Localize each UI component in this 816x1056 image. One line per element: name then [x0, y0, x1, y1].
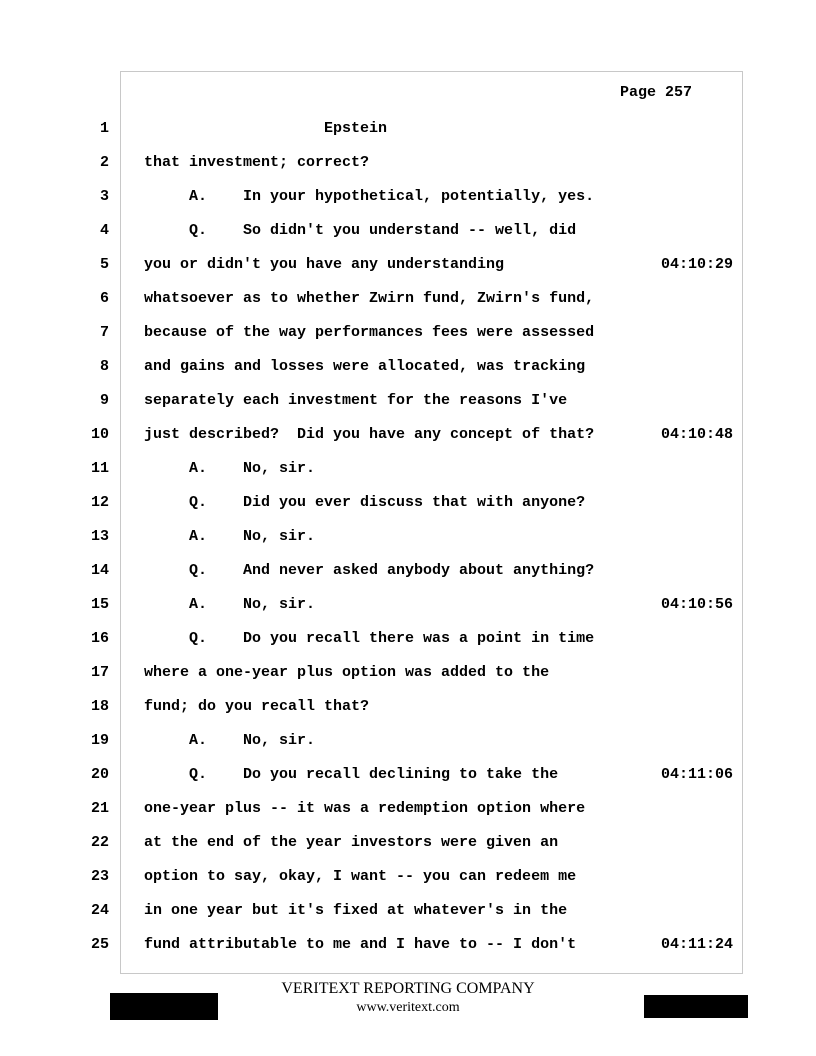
timestamp: 04:11:06 [661, 766, 734, 783]
line-number: 5 [99, 256, 109, 273]
line-text: that investment; correct? [144, 154, 370, 171]
line-text: A. No, sir. [144, 732, 316, 749]
line-text: Q. Did you ever discuss that with anyone? [144, 494, 586, 511]
line-number: 22 [90, 834, 109, 851]
line-number: 6 [99, 290, 109, 307]
transcript-line [0, 834, 816, 854]
line-number: 15 [90, 596, 109, 613]
transcript-line [0, 120, 816, 140]
line-number: 11 [90, 460, 109, 477]
line-number: 16 [90, 630, 109, 647]
line-text: and gains and losses were allocated, was tracking [144, 358, 586, 375]
line-text: where a one-year plus option was added to the [144, 664, 550, 681]
line-number: 14 [90, 562, 109, 579]
transcript-line [0, 290, 816, 310]
transcript-line [0, 800, 816, 820]
transcript-line [0, 664, 816, 684]
timestamp: 04:10:56 [661, 596, 734, 613]
footer-company: VERITEXT REPORTING COMPANY [281, 980, 535, 997]
transcript-line [0, 494, 816, 514]
line-text: just described? Did you have any concept of that? [144, 426, 595, 443]
line-text: A. No, sir. [144, 460, 316, 477]
line-number: 8 [99, 358, 109, 375]
line-number: 18 [90, 698, 109, 715]
transcript-line [0, 426, 816, 446]
line-number: 1 [99, 120, 109, 137]
line-number: 25 [90, 936, 109, 953]
transcript-line [0, 256, 816, 276]
timestamp: 04:11:24 [661, 936, 734, 953]
line-text: Q. Do you recall there was a point in time [144, 630, 595, 647]
line-number: 17 [90, 664, 109, 681]
line-text: Q. So didn't you understand -- well, did [144, 222, 577, 239]
line-number: 9 [99, 392, 109, 409]
transcript-line [0, 732, 816, 752]
footer-url: www.veritext.com [356, 1000, 460, 1015]
line-text: in one year but it's fixed at whatever's in the [144, 902, 568, 919]
transcript-line [0, 596, 816, 616]
line-text: A. No, sir. [144, 528, 316, 545]
transcript-line [0, 460, 816, 480]
line-number: 10 [90, 426, 109, 443]
line-text: fund; do you recall that? [144, 698, 370, 715]
transcript-line [0, 902, 816, 922]
line-text: A. In your hypothetical, potentially, yes. [144, 188, 595, 205]
line-text: Q. Do you recall declining to take the [144, 766, 559, 783]
timestamp: 04:10:29 [661, 256, 734, 273]
line-number: 3 [99, 188, 109, 205]
line-text: separately each investment for the reasons I've [144, 392, 568, 409]
line-number: 24 [90, 902, 109, 919]
transcript-line [0, 188, 816, 208]
transcript-line [0, 392, 816, 412]
line-number: 4 [99, 222, 109, 239]
transcript-line [0, 154, 816, 174]
transcript-line [0, 868, 816, 888]
line-text: whatsoever as to whether Zwirn fund, Zwirn's fund, [144, 290, 595, 307]
line-text: Q. And never asked anybody about anything? [144, 562, 595, 579]
line-text: option to say, okay, I want -- you can redeem me [144, 868, 577, 885]
line-text: because of the way performances fees were assessed [144, 324, 595, 341]
transcript-line [0, 766, 816, 786]
transcript-line [0, 358, 816, 378]
line-number: 20 [90, 766, 109, 783]
transcript-line [0, 630, 816, 650]
line-number: 13 [90, 528, 109, 545]
timestamp: 04:10:48 [661, 426, 734, 443]
transcript-line [0, 324, 816, 344]
line-number: 21 [90, 800, 109, 817]
line-number: 2 [99, 154, 109, 171]
line-text: fund attributable to me and I have to -- I don't [144, 936, 577, 953]
transcript-line [0, 222, 816, 242]
transcript-line [0, 936, 816, 956]
line-text: Epstein [144, 120, 388, 137]
line-text: at the end of the year investors were given an [144, 834, 559, 851]
page-number: Page 257 [620, 84, 693, 101]
line-number: 23 [90, 868, 109, 885]
line-text: A. No, sir. [144, 596, 316, 613]
line-text: you or didn't you have any understanding [144, 256, 505, 273]
transcript-line [0, 528, 816, 548]
line-number: 12 [90, 494, 109, 511]
transcript-line [0, 698, 816, 718]
line-number: 19 [90, 732, 109, 749]
line-text: one-year plus -- it was a redemption option where [144, 800, 586, 817]
line-number: 7 [99, 324, 109, 341]
transcript-line [0, 562, 816, 582]
